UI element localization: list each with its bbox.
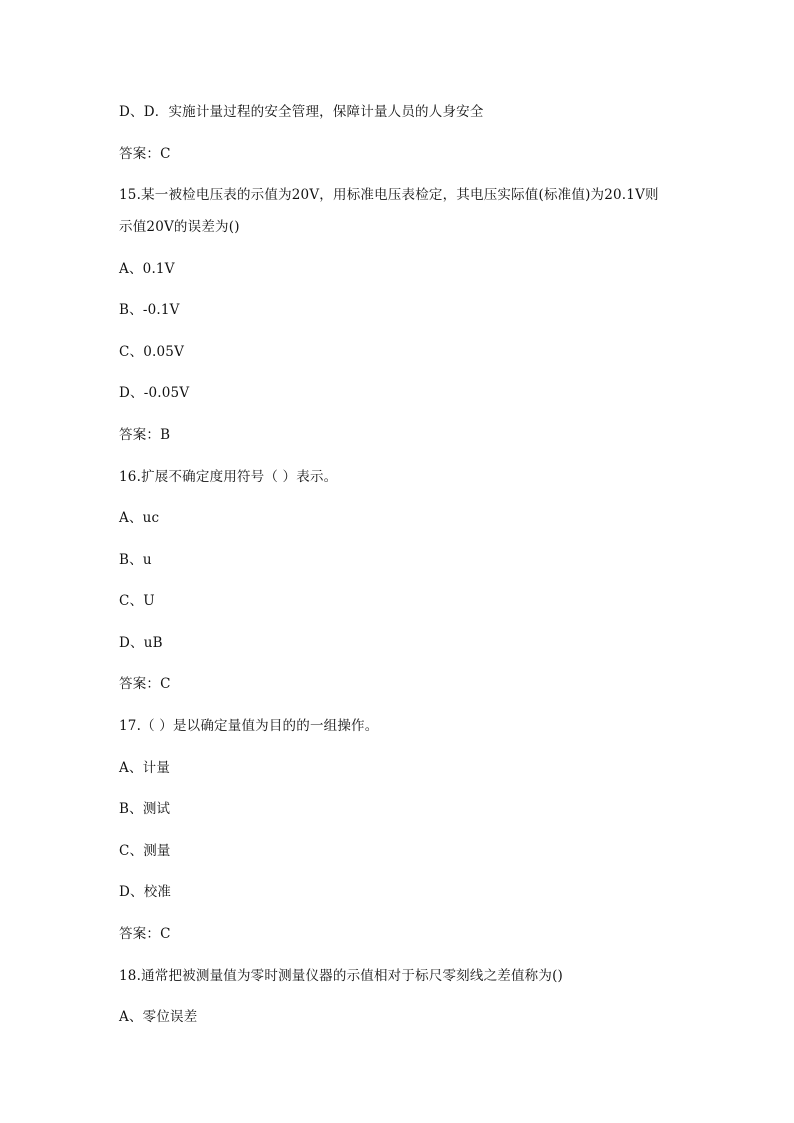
answer-q16: 答案：C — [119, 676, 171, 692]
option-a-q16: A、uc — [119, 510, 160, 526]
question-17: 17.（ ）是以确定量值为目的的一组操作。 — [119, 718, 379, 734]
option-c-q17: C、测量 — [119, 843, 171, 859]
option-b-q16: B、u — [119, 552, 152, 568]
answer-q17: 答案：C — [119, 926, 171, 942]
question-18: 18.通常把被测量值为零时测量仪器的示值相对于标尺零刻线之差值称为() — [119, 968, 564, 984]
option-c-q16: C、U — [119, 593, 155, 609]
option-a-q18: A、零位误差 — [119, 1009, 198, 1025]
option-d-q14: D、D．实施计量过程的安全管理，保障计量人员的人身安全 — [119, 104, 484, 120]
option-a-q15: A、0.1V — [119, 261, 175, 277]
option-d-q15: D、-0.05V — [119, 385, 190, 401]
option-d-q17: D、校准 — [119, 884, 172, 900]
question-15-line-1: 15.某一被检电压表的示值为20V，用标准电压表检定，其电压实际值(标准值)为20.1V则 — [119, 187, 659, 203]
option-a-q17: A、计量 — [119, 760, 171, 776]
answer-q15: 答案：B — [119, 427, 171, 443]
option-b-q15: B、-0.1V — [119, 302, 180, 318]
option-c-q15: C、0.05V — [119, 344, 185, 360]
option-d-q16: D、uB — [119, 635, 163, 651]
option-b-q17: B、测试 — [119, 801, 171, 817]
question-16: 16.扩展不确定度用符号（ ）表示。 — [119, 469, 338, 485]
answer-q14: 答案：C — [119, 146, 171, 162]
question-15-line-2: 示值20V的误差为() — [119, 219, 240, 235]
